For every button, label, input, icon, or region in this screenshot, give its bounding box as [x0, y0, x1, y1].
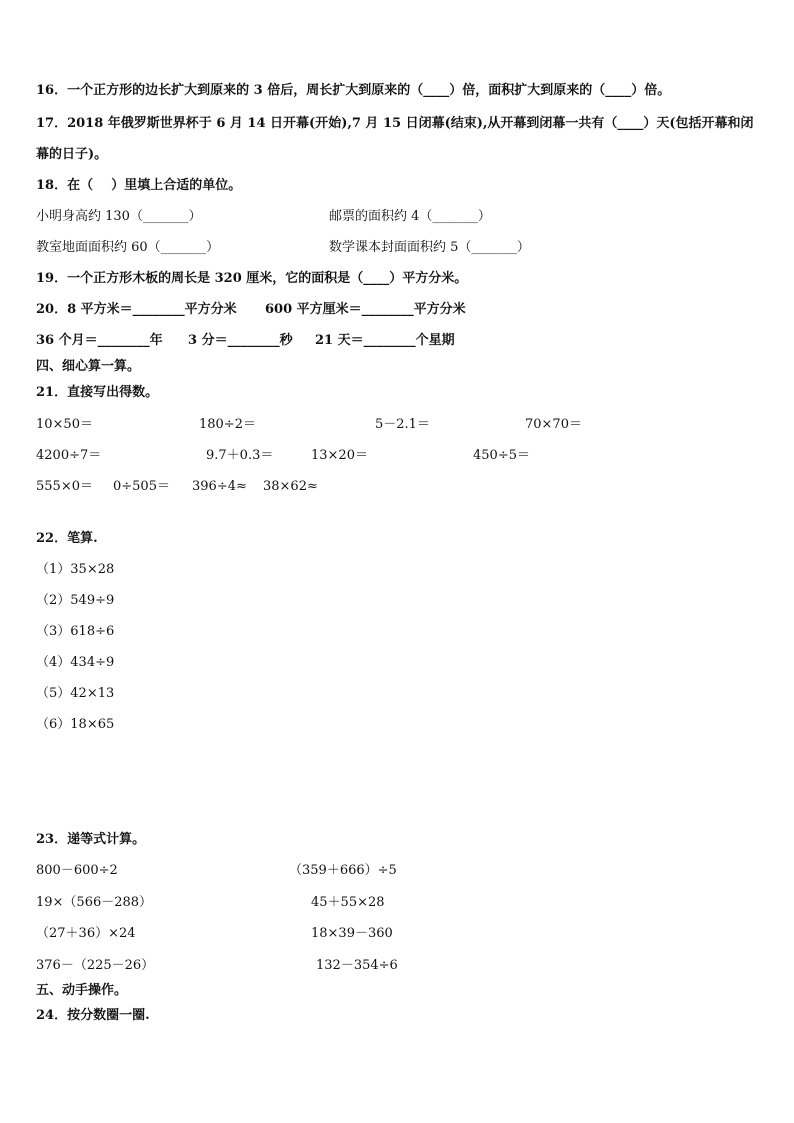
question-18-title: 18．在（ ）里填上合适的单位。: [36, 178, 242, 193]
question-18-item: 邮票的面积约 4（_______）: [329, 209, 491, 224]
question-22-title: 22．笔算.: [36, 531, 98, 546]
written-calc-item: （6）18×65: [36, 717, 115, 732]
mental-math-item: 0÷505＝: [113, 479, 170, 494]
step-calc-item: 18×39－360: [311, 926, 393, 941]
step-calc-item: 132－354÷6: [316, 958, 398, 973]
question-17-line-1: 17．2018 年俄罗斯世界杯于 6 月 14 日开幕(开始),7 月 15 日闭幕(结束),从开幕到闭幕一共有（____）天(包括开幕和闭: [36, 116, 754, 131]
mental-math-item: 70×70＝: [525, 417, 582, 432]
question-18-item: 小明身高约 130（_______）: [36, 209, 202, 224]
question-21-title: 21．直接写出得数。: [36, 385, 159, 400]
mental-math-item: 5－2.1＝: [375, 417, 430, 432]
question-20-part: 600 平方厘米＝________平方分米: [265, 302, 466, 317]
mental-math-item: 4200÷7＝: [36, 448, 102, 463]
mental-math-item: 450÷5＝: [473, 448, 530, 463]
written-calc-item: （2）549÷9: [36, 593, 115, 608]
section-5-heading: 五、动手操作。: [36, 983, 128, 998]
step-calc-item: 376－（225－26）: [36, 958, 155, 973]
written-calc-item: （1）35×28: [36, 562, 115, 577]
question-19: 19．一个正方形木板的周长是 320 厘米，它的面积是（____）平方分米。: [36, 271, 468, 286]
written-calc-item: （4）434÷9: [36, 655, 115, 670]
step-calc-item: 19×（566－288）: [36, 895, 153, 910]
step-calc-item: （359＋666）÷5: [289, 863, 397, 878]
mental-math-item: 10×50＝: [36, 417, 93, 432]
mental-math-item: 180÷2＝: [199, 417, 256, 432]
question-23-title: 23．递等式计算。: [36, 832, 146, 847]
mental-math-item: 13×20＝: [311, 448, 368, 463]
question-18-item: 数学课本封面面积约 5（_______）: [329, 240, 530, 255]
written-calc-item: （5）42×13: [36, 686, 115, 701]
section-4-heading: 四、细心算一算。: [36, 359, 141, 374]
question-16: 16．一个正方形的边长扩大到原来的 3 倍后，周长扩大到原来的（____）倍，面积扩大到原来的（____）倍。: [36, 83, 671, 98]
mental-math-item: 9.7＋0.3＝: [206, 448, 274, 463]
step-calc-item: 45＋55×28: [311, 895, 385, 910]
question-20-part: 21 天＝________个星期: [315, 333, 455, 348]
question-20-part: 3 分＝________秒: [188, 333, 293, 348]
step-calc-item: （27＋36）×24: [36, 926, 136, 941]
mental-math-item: 38×62≈: [263, 479, 318, 494]
mental-math-item: 396÷4≈: [192, 479, 247, 494]
question-24: 24．按分数圈一圈.: [36, 1008, 150, 1023]
step-calc-item: 800－600÷2: [36, 863, 118, 878]
question-17-line-2: 幕的日子)。: [36, 147, 108, 162]
question-20-part: 36 个月＝________年: [36, 333, 163, 348]
question-18-item: 教室地面面积约 60（_______）: [36, 240, 220, 255]
question-20-part: 20．8 平方米＝________平方分米: [36, 302, 237, 317]
written-calc-item: （3）618÷6: [36, 624, 115, 639]
mental-math-item: 555×0＝: [36, 479, 93, 494]
